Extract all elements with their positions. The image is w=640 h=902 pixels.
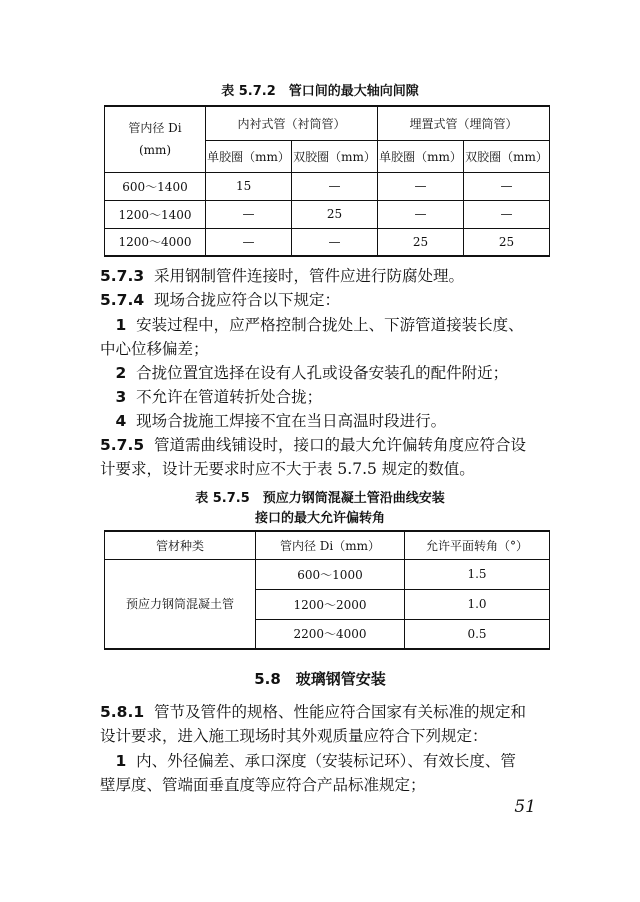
table-5-7-5-caption-line1: 表 5.7.5 预应力钢筒混凝土管沿曲线安装 <box>195 491 445 506</box>
clause-5-8-1: 5.8.1 管节及管件的规格、性能应符合国家有关标准的规定和 <box>100 703 527 721</box>
cell: 1200～4000 <box>105 228 206 256</box>
cell: — <box>464 200 550 228</box>
cell: 1.5 <box>405 559 550 589</box>
table-row <box>105 172 550 200</box>
cell: 1200～2000 <box>256 589 405 619</box>
clause-5-7-4-item-4: 4 现场合拢施工焊接不宜在当日高温时段进行。 <box>115 412 447 430</box>
cell: 600～1400 <box>105 172 206 200</box>
clause-5-7-5-cont: 计要求，设计无要求时应不大于表 5.7.5 规定的数值。 <box>100 460 475 478</box>
cell: 600～1000 <box>256 559 405 589</box>
table-5-7-5-caption-line2: 接口的最大允许偏转角 <box>254 511 385 526</box>
header-lined-pipe: 内衬式管（衬筒管） <box>206 106 378 140</box>
cell: 1.0 <box>405 589 550 619</box>
clause-5-7-3: 5.7.3 采用钢制管件连接时，管件应进行防腐处理。 <box>100 267 465 285</box>
header-allowed-angle: 允许平面转角（°） <box>405 531 550 559</box>
cell: — <box>378 172 464 200</box>
table-5-7-5 <box>104 530 550 650</box>
cell: 25 <box>292 200 378 228</box>
subheader-single-ring-1: 单胶圈（mm） <box>206 140 292 172</box>
section-5-8-title: 5.8 玻璃钢管安装 <box>254 670 386 688</box>
cell: 15 <box>206 172 292 200</box>
cell: 25 <box>378 228 464 256</box>
clause-5-8-1-cont: 设计要求，进入施工现场时其外观质量应符合下列规定： <box>100 727 488 745</box>
cell: — <box>292 172 378 200</box>
table-row <box>105 200 550 228</box>
table-row <box>105 559 550 589</box>
table-row <box>105 228 550 256</box>
subheader-double-ring-1: 双胶圈（mm） <box>292 140 378 172</box>
header-inner-diameter: 管内径 Di (mm) <box>105 106 206 172</box>
clause-5-7-4-item-3: 3 不允许在管道转折处合拢； <box>115 388 323 406</box>
header-inner-diameter: 管内径 Di（mm） <box>256 531 405 559</box>
clause-5-7-5: 5.7.5 管道需曲线铺设时，接口的最大允许偏转角度应符合设 <box>100 436 527 454</box>
cell: — <box>206 200 292 228</box>
clause-5-8-1-item-1-cont: 壁厚度、管端面垂直度等应符合产品标准规定； <box>100 776 426 794</box>
clause-5-7-4: 5.7.4 现场合拢应符合以下规定： <box>100 291 341 309</box>
table-5-7-2-caption: 表 5.7.2 管口间的最大轴向间隙 <box>221 84 419 99</box>
cell-material: 预应力钢筒混凝土管 <box>105 559 256 649</box>
clause-5-7-4-item-1-cont: 中心位移偏差； <box>100 340 209 358</box>
cell: — <box>378 200 464 228</box>
header-material: 管材种类 <box>105 531 256 559</box>
cell: 25 <box>464 228 550 256</box>
cell: — <box>206 228 292 256</box>
clause-5-7-4-item-1: 1 安装过程中，应严格控制合拢处上、下游管道接装长度、 <box>115 316 524 334</box>
header-embedded-pipe: 埋置式管（埋筒管） <box>378 106 550 140</box>
cell: — <box>292 228 378 256</box>
table-5-7-2 <box>104 105 550 257</box>
subheader-double-ring-2: 双胶圈（mm） <box>464 140 550 172</box>
clause-5-8-1-item-1: 1 内、外径偏差、承口深度（安装标记环）、有效长度、管 <box>115 752 516 770</box>
cell: — <box>464 172 550 200</box>
subheader-single-ring-2: 单胶圈（mm） <box>378 140 464 172</box>
page-number: 51 <box>514 797 536 817</box>
cell: 0.5 <box>405 619 550 649</box>
clause-5-7-4-item-2: 2 合拢位置宜选择在设有人孔或设备安装孔的配件附近； <box>115 364 509 382</box>
cell: 1200～1400 <box>105 200 206 228</box>
cell: 2200～4000 <box>256 619 405 649</box>
